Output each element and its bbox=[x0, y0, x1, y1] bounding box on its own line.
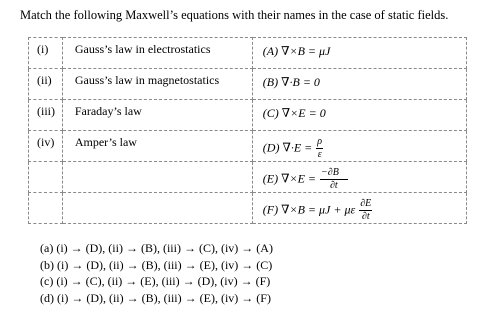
fraction-denominator: ε bbox=[317, 149, 322, 160]
table-row bbox=[29, 69, 467, 100]
fraction bbox=[359, 199, 372, 222]
fraction-denominator: ∂t bbox=[329, 180, 338, 191]
fraction-numerator: −∂B⃗ bbox=[321, 167, 347, 178]
fraction-numerator: ∂E bbox=[360, 198, 372, 209]
fraction-numerator: ρ bbox=[317, 136, 323, 147]
fraction bbox=[316, 137, 323, 160]
law-name: Gauss’s law in electrostatics bbox=[74, 42, 211, 56]
row-number: (ii) bbox=[37, 73, 52, 87]
answer-options bbox=[40, 240, 273, 306]
equation: (A) ∇×B = μJ bbox=[262, 44, 331, 58]
equation bbox=[253, 131, 466, 160]
law-name: Gauss’s law in magnetostatics bbox=[74, 73, 220, 87]
equation-prefix: (D) ∇·E = bbox=[262, 140, 313, 155]
equation-prefix: (F) ∇×B = μJ + με bbox=[262, 202, 356, 217]
fraction bbox=[320, 168, 348, 191]
option-d[interactable]: (d) (i) → (D), (ii) → (B), (iii) → (E), (iv) → (F) bbox=[40, 290, 271, 305]
equation bbox=[253, 162, 466, 191]
equation: (B) ∇·B = 0 bbox=[262, 75, 320, 89]
equation-prefix: (E) ∇×E = bbox=[262, 171, 317, 186]
row-number: (i) bbox=[37, 42, 49, 56]
matching-table bbox=[28, 37, 467, 224]
table-row bbox=[29, 131, 467, 162]
law-name: Faraday’s law bbox=[74, 104, 142, 118]
question-text: Match the following Maxwell’s equations with their names in the case of static fields. bbox=[20, 8, 449, 22]
table-row bbox=[29, 100, 467, 131]
equation bbox=[253, 193, 466, 222]
table-row bbox=[29, 38, 467, 69]
equation: (C) ∇×E = 0 bbox=[262, 106, 326, 120]
law-name: Amper’s law bbox=[74, 135, 137, 149]
option-c[interactable]: (c) (i) → (C), (ii) → (E), (iii) → (D), (iv) → (F) bbox=[40, 274, 271, 288]
option-b[interactable]: (b) (i) → (D), (ii) → (B), (iii) → (E), (iv) → (C) bbox=[40, 257, 273, 272]
row-number: (iv) bbox=[37, 135, 55, 149]
option-a[interactable]: (a) (i) → (D), (ii) → (B), (iii) → (C), (iv) → (A) bbox=[40, 241, 273, 255]
table-row bbox=[29, 193, 467, 224]
fraction-denominator: ∂t bbox=[361, 211, 370, 222]
table-row bbox=[29, 162, 467, 193]
row-number: (iii) bbox=[37, 104, 55, 118]
